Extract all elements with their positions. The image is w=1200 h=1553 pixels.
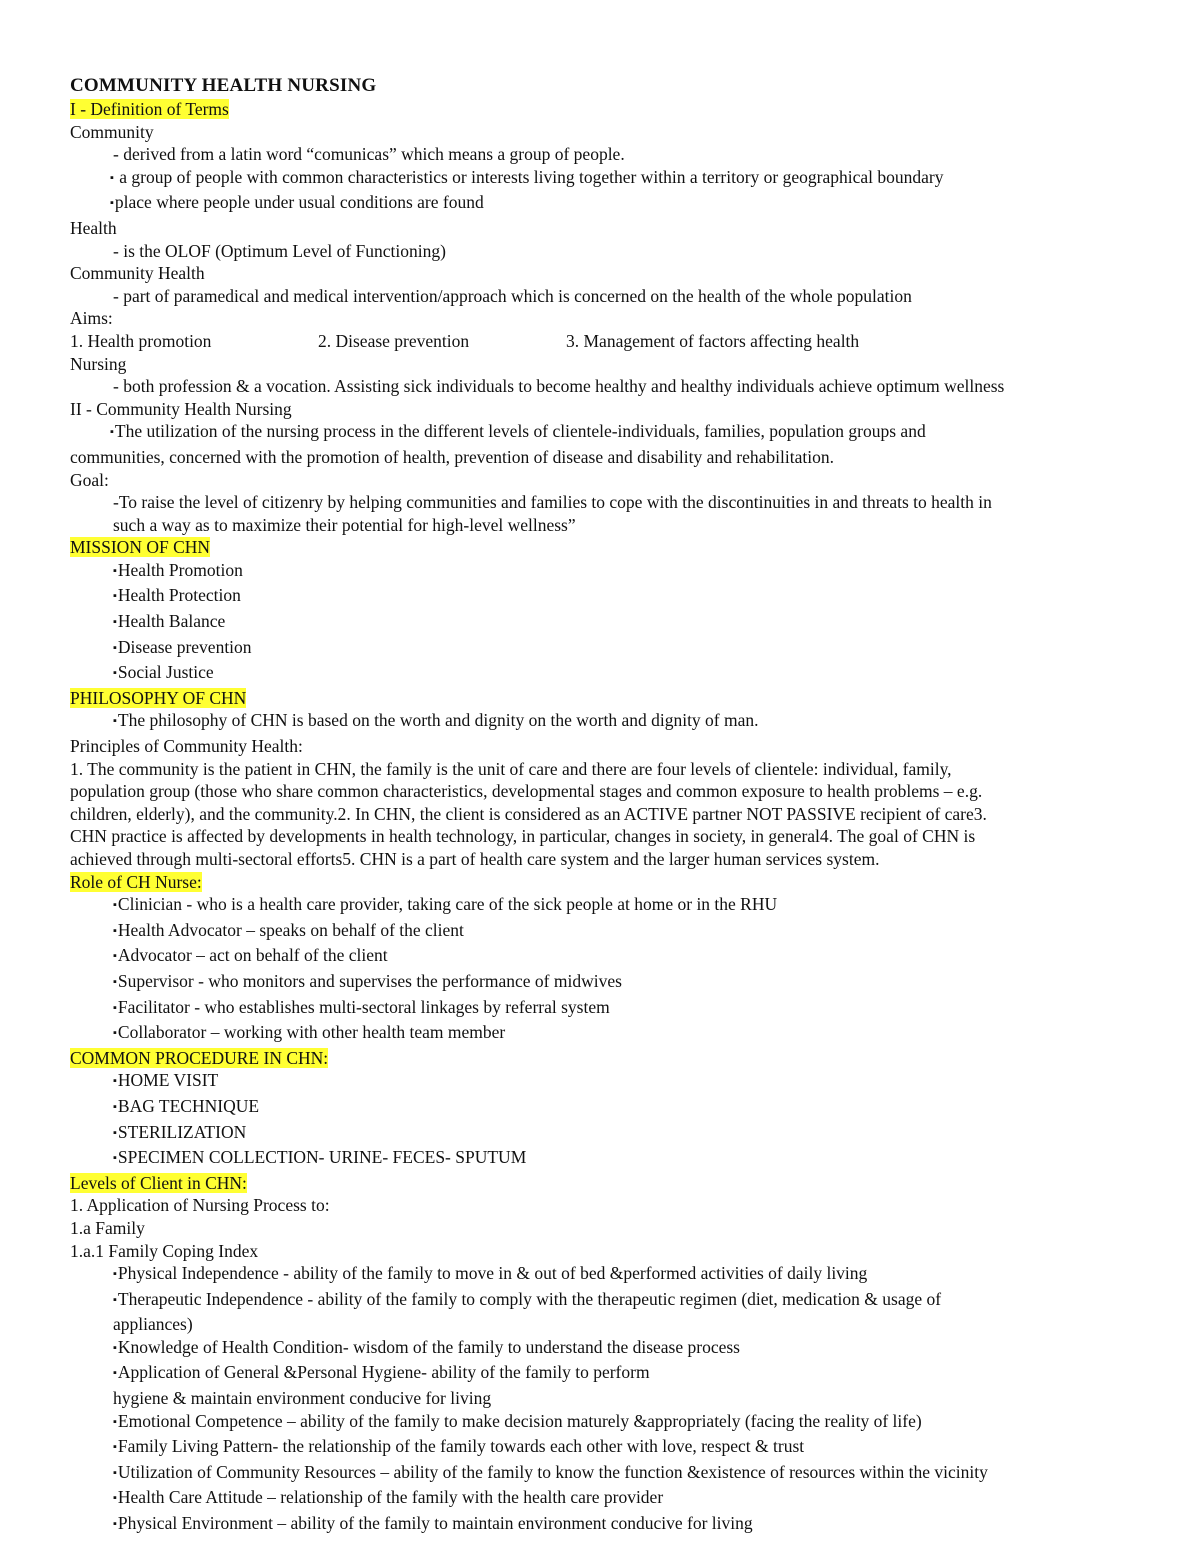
- role-item: ▪ Collaborator – working with other health team member: [70, 1021, 1150, 1047]
- principles-line: 1. The community is the patient in CHN, the family is the unit of care and there are four levels of clientele: individual, family,: [70, 758, 952, 779]
- fci-item: ▪ Knowledge of Health Condition- wisdom of the family to understand the disease process: [70, 1336, 1150, 1362]
- chn-definition-cont: communities, concerned with the promotion of health, prevention of disease and disability and rehabilitation.: [70, 446, 834, 467]
- goal-text-cont: such a way as to maximize their potential for high-level wellness”: [113, 514, 576, 535]
- mission-item: ▪ Health Promotion: [70, 559, 1150, 585]
- document-page: [70, 73, 1150, 1538]
- levels-line: 1.a.1 Family Coping Index: [70, 1240, 259, 1261]
- goal-label: Goal:: [70, 469, 109, 490]
- procedure-item: ▪ HOME VISIT: [70, 1069, 1150, 1095]
- principles-line: children, elderly), and the community.2. In CHN, the client is considered as an ACTIVE partner NOT PASSIVE recipient of care3.: [70, 803, 987, 824]
- fci-item: ▪ Family Living Pattern- the relationship of the family towards each other with love, respect & trust: [70, 1435, 1150, 1461]
- term-nursing: Nursing: [70, 353, 127, 374]
- levels-line: 1.a Family: [70, 1217, 145, 1238]
- role-item: ▪ Advocator – act on behalf of the client: [70, 944, 1150, 970]
- aims-label: Aims:: [70, 308, 113, 329]
- role-heading: Role of CH Nurse:: [70, 871, 202, 892]
- procedure-item: ▪ SPECIMEN COLLECTION- URINE- FECES- SPUTUM: [70, 1146, 1150, 1172]
- fci-item: ▪ Physical Environment – ability of the family to maintain environment conducive for living: [70, 1512, 1150, 1538]
- fci-item: ▪ Physical Independence - ability of the family to move in & out of bed &performed activities of daily living: [70, 1262, 1150, 1288]
- goal-text: -To raise the level of citizenry by helping communities and families to cope with the discontinuities in and threats to health in: [113, 492, 992, 513]
- chn-definition: ▪ The utilization of the nursing process in the different levels of clientele-individuals, families, population groups and: [70, 420, 1150, 446]
- principles-line: achieved through multi-sectoral efforts5. CHN is a part of health care system and the larger human services system.: [70, 849, 880, 869]
- fci-item: ▪ Health Care Attitude – relationship of the family with the health care provider: [70, 1486, 1150, 1512]
- fci-item-cont: appliances): [113, 1314, 193, 1335]
- section-heading-chn: II - Community Health Nursing: [70, 398, 292, 419]
- philosophy-heading: PHILOSOPHY OF CHN: [70, 687, 247, 708]
- philosophy-text: ▪ The philosophy of CHN is based on the worth and dignity on the worth and dignity of man.: [70, 709, 1150, 735]
- procedure-item: ▪ BAG TECHNIQUE: [70, 1095, 1150, 1121]
- term-community: Community: [70, 121, 154, 142]
- mission-item: ▪ Disease prevention: [70, 636, 1150, 662]
- principles-line: population group (those who share common characteristics, developmental stages and common exposure to health problems – e.g.: [70, 781, 983, 802]
- procedure-item: ▪ STERILIZATION: [70, 1121, 1150, 1147]
- nursing-definition: - both profession & a vocation. Assisting sick individuals to become healthy and healthy individuals achieve optimum wellness: [113, 376, 1005, 397]
- aim-item: 3. Management of factors affecting health: [566, 330, 860, 351]
- community-definition-2: ▪ a group of people with common characteristics or interests living together within a territory or geographical boundary: [70, 166, 1150, 192]
- mission-item: ▪ Health Balance: [70, 610, 1150, 636]
- role-item: ▪ Supervisor - who monitors and supervises the performance of midwives: [70, 970, 1150, 996]
- aims-list: [70, 330, 1150, 353]
- mission-item: ▪ Health Protection: [70, 584, 1150, 610]
- mission-item: ▪ Social Justice: [70, 661, 1150, 687]
- role-item: ▪ Facilitator - who establishes multi-sectoral linkages by referral system: [70, 996, 1150, 1022]
- fci-item: ▪ Application of General &Personal Hygiene- ability of the family to perform: [70, 1361, 1150, 1387]
- role-item: ▪ Clinician - who is a health care provider, taking care of the sick people at home or in the RHU: [70, 893, 1150, 919]
- principles-heading: Principles of Community Health:: [70, 736, 303, 757]
- community-health-definition: - part of paramedical and medical intervention/approach which is concerned on the health of the whole population: [113, 285, 912, 306]
- aim-item: 1. Health promotion: [70, 330, 212, 351]
- section-heading-definitions: I - Definition of Terms: [70, 99, 229, 119]
- community-definition-1: - derived from a latin word “comunicas” which means a group of people.: [113, 144, 625, 165]
- term-health: Health: [70, 217, 117, 238]
- levels-heading: Levels of Client in CHN:: [70, 1172, 247, 1193]
- document-title: COMMUNITY HEALTH NURSING: [70, 75, 377, 96]
- levels-line: 1. Application of Nursing Process to:: [70, 1195, 330, 1216]
- principles-line: CHN practice is affected by developments in health technology, in particular, changes in society, in general4. The goal of CHN is: [70, 826, 976, 847]
- procedure-heading: COMMON PROCEDURE IN CHN:: [70, 1047, 329, 1068]
- fci-item: ▪ Therapeutic Independence - ability of the family to comply with the therapeutic regimen (diet, medication & usage of: [70, 1288, 1150, 1314]
- fci-item: ▪ Utilization of Community Resources – ability of the family to know the function &existence of resources within the vicinity: [70, 1461, 1150, 1487]
- mission-heading: MISSION OF CHN: [70, 537, 211, 558]
- aim-item: 2. Disease prevention: [318, 330, 470, 351]
- role-item: ▪ Health Advocator – speaks on behalf of the client: [70, 919, 1150, 945]
- fci-item-cont: hygiene & maintain environment conducive for living: [113, 1388, 492, 1409]
- community-definition-3: ▪ place where people under usual conditions are found: [70, 191, 1150, 217]
- health-definition: - is the OLOF (Optimum Level of Functioning): [113, 240, 446, 261]
- fci-item: ▪ Emotional Competence – ability of the family to make decision maturely &appropriately (facing the reality of life): [70, 1410, 1150, 1436]
- term-community-health: Community Health: [70, 263, 205, 284]
